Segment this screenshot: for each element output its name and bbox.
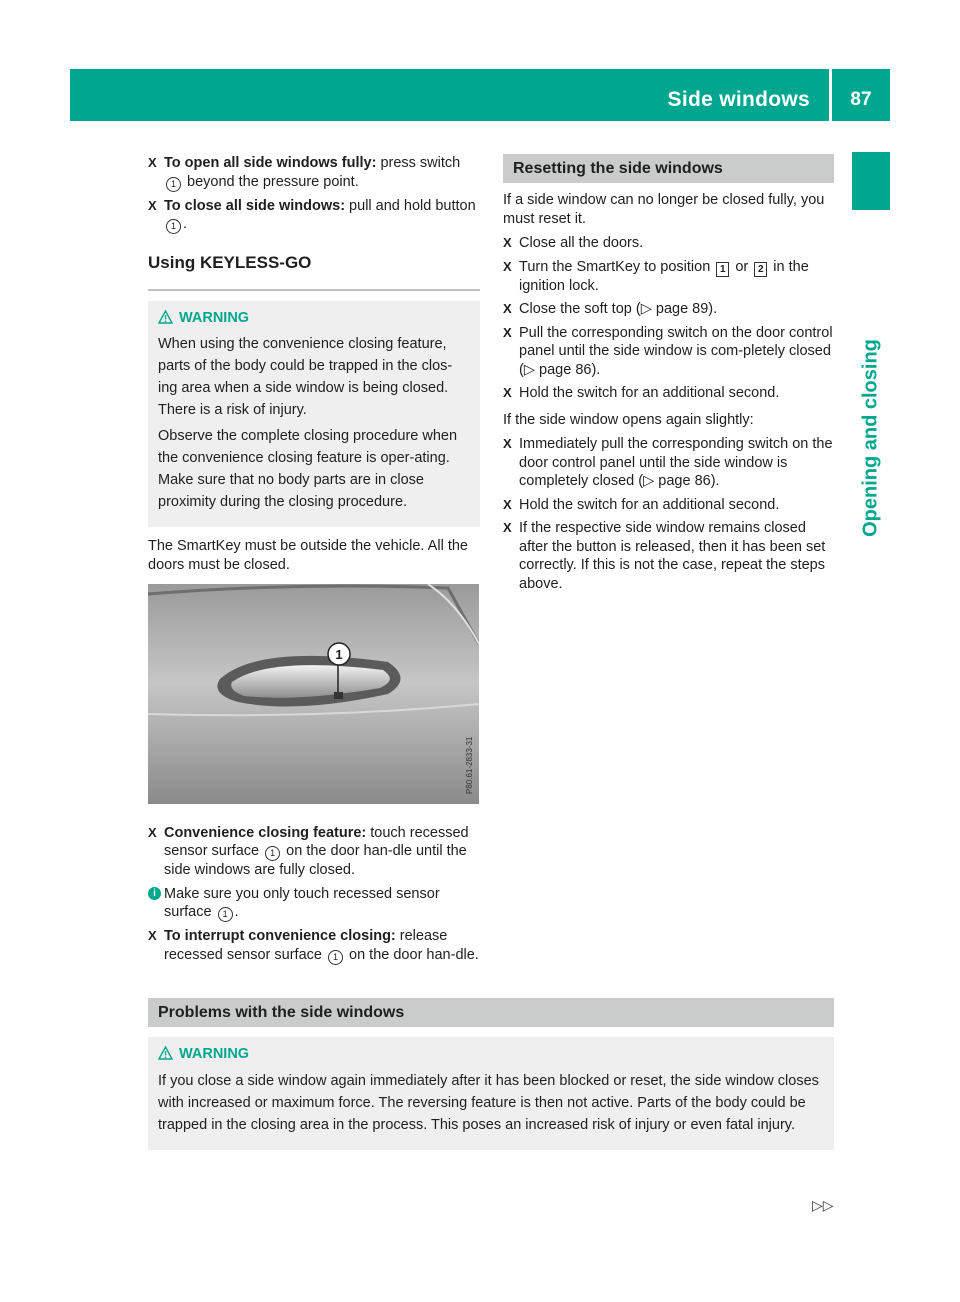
problems-warning-box xyxy=(148,1037,834,1150)
step-open-all: X To open all side windows fully: press switch 1 beyond the pressure point. xyxy=(148,155,461,190)
step-marker-icon: X xyxy=(503,258,512,274)
step-marker-icon: X xyxy=(503,520,512,535)
section-heading-resetting: Resetting the side windows xyxy=(503,154,834,183)
image-code: P80.61-2833-31 xyxy=(465,736,474,794)
callout-1-icon: 1 xyxy=(328,950,343,965)
reset-step-8: X If the respective side window remains closed after the button is released, then it has been set correctly. If this is not the case, repeat the steps above. xyxy=(503,520,826,592)
page-ref-link[interactable]: page 89). xyxy=(651,301,718,317)
step-interrupt-closing: X To interrupt convenience closing: release recessed sensor surface 1 on the door han-dle. xyxy=(148,928,479,963)
reset-step-4: X Pull the corresponding switch on the door control panel until the side window is com-pletely closed (▷ page 86). xyxy=(503,324,833,378)
callout-1-icon: 1 xyxy=(166,219,181,234)
step-marker-icon: X xyxy=(148,824,157,840)
step-marker-icon: X xyxy=(503,301,512,316)
warning-heading: WARNING xyxy=(158,1045,824,1064)
chapter-label-text: Opening and closing xyxy=(859,338,882,537)
step-marker-icon: X xyxy=(148,197,157,213)
reset-step-3: X Close the soft top (▷ page 89). xyxy=(503,301,718,317)
step-convenience-closing: X Convenience closing feature: touch recessed sensor surface 1 on the door han-dle until the side windows are fully closed. xyxy=(148,824,469,878)
chapter-tab-marker xyxy=(852,152,890,210)
step-marker-icon: X xyxy=(503,235,512,250)
step-marker-icon: X xyxy=(503,436,512,451)
callout-1-icon: 1 xyxy=(218,907,233,922)
reset-intro: If a side window can no longer be closed fully, you must reset it. xyxy=(503,192,825,227)
page-ref-arrow-icon: ▷ xyxy=(523,361,535,378)
image-callout-1: 1 xyxy=(335,647,343,662)
section-heading-problems: Problems with the side windows xyxy=(148,998,834,1027)
problems-section xyxy=(148,998,834,1160)
step-marker-icon: X xyxy=(503,324,512,340)
page-ref-link[interactable]: page 86). xyxy=(654,473,720,489)
warning-box xyxy=(148,301,480,528)
page-number: 87 xyxy=(850,89,872,110)
reset-step-2: X Turn the SmartKey to position 1 or 2 in the ignition lock. xyxy=(503,258,809,294)
callout-1-icon: 1 xyxy=(166,177,181,192)
key-position-2-icon: 2 xyxy=(754,262,767,277)
reset-step-7: X Hold the switch for an additional second. xyxy=(503,496,780,513)
warning-heading: WARNING xyxy=(158,309,470,328)
warning-triangle-icon xyxy=(158,1046,173,1060)
info-icon: i xyxy=(148,887,161,900)
left-column xyxy=(148,154,480,970)
callout-1-icon: 1 xyxy=(265,846,280,861)
keyless-intro: The SmartKey must be outside the vehicle. All the doors must be closed. xyxy=(148,538,468,573)
step-marker-icon: X xyxy=(503,496,512,512)
page-header xyxy=(70,69,890,121)
reset-step-5: X Hold the switch for an additional second. xyxy=(503,385,780,401)
step-marker-icon: X xyxy=(503,385,512,400)
reopen-intro: If the side window opens again slightly: xyxy=(503,411,754,428)
door-handle-photo xyxy=(148,584,479,804)
continued-arrows-icon: ▷▷ xyxy=(812,1197,834,1213)
chapter-label xyxy=(852,235,890,640)
warning-text-2: Observe the complete closing procedure when the convenience closing feature is oper-ating. Make sure that no body parts are in close proximity during the closing procedure. xyxy=(158,428,458,510)
page-ref-arrow-icon: ▷ xyxy=(643,473,655,489)
key-position-1-icon: 1 xyxy=(716,262,729,277)
reset-step-1: X Close all the doors. xyxy=(503,235,644,251)
reset-step-6: X Immediately pull the corresponding switch on the door control panel until the side window is completely closed (▷ page 86). xyxy=(503,436,833,489)
section-title: Side windows xyxy=(667,88,810,111)
right-column xyxy=(503,154,834,598)
step-marker-icon: X xyxy=(148,155,157,170)
page-ref-link[interactable]: page 86). xyxy=(535,361,601,378)
problems-warning-text: If you close a side window again immediately after it has been blocked or reset, the side window closes with increased or maximum force. The reversing feature is then not active. Parts of the body could be trapped in the closing area in the process. This poses an increased risk of injury or even fatal injury. xyxy=(158,1072,819,1133)
subheading-keyless-go: Using KEYLESS-GO xyxy=(148,253,312,272)
step-marker-icon: X xyxy=(148,928,157,943)
divider xyxy=(148,289,480,291)
page-ref-arrow-icon: ▷ xyxy=(640,301,652,317)
step-close-all: X To close all side windows: pull and hold button 1 . xyxy=(148,197,476,232)
info-note: i Make sure you only touch recessed sensor surface 1 . xyxy=(148,885,480,923)
warning-text-1: When using the convenience closing feature, parts of the body could be trapped in the clos-ing area when a side window is being closed. There is a risk of injury. xyxy=(158,336,453,418)
warning-triangle-icon xyxy=(158,310,173,324)
